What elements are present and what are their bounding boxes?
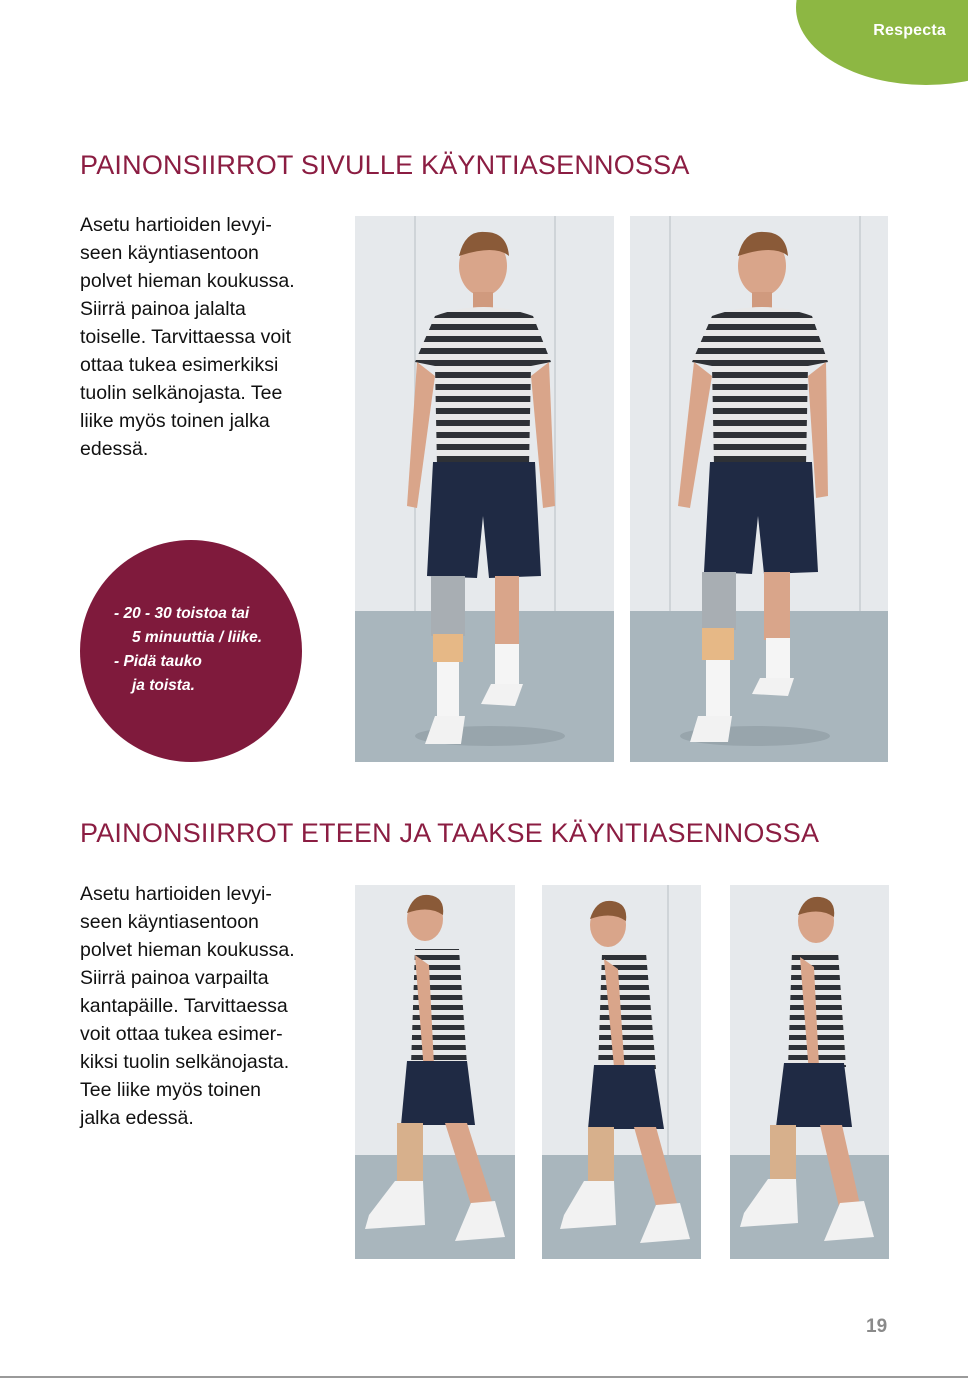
exercise-photo-front-2 — [630, 216, 888, 762]
section-forward-back-instructions — [80, 880, 330, 1132]
exercise-photo-side-3 — [730, 885, 889, 1259]
brand-corner-shape — [796, 0, 968, 85]
list-item: - Pidä tauko — [114, 653, 202, 670]
repetition-info-circle — [80, 540, 302, 762]
section-side-instructions — [80, 211, 330, 463]
text-line: ottaa tukea esimerkiksi — [80, 354, 279, 376]
repetition-list — [114, 602, 262, 698]
text-line: edessä. — [80, 438, 149, 460]
section-title-side: PAINONSIIRROT SIVULLE KÄYNTIASENNOSSA — [80, 150, 690, 180]
exercise-photo-front-1 — [355, 216, 614, 762]
text-line: seen käyntiasentoon — [80, 911, 259, 933]
text-line: seen käyntiasentoon — [80, 242, 259, 264]
text-line: toiselle. Tarvittaessa voit — [80, 326, 291, 348]
section-title-forward-back: PAINONSIIRROT ETEEN JA TAAKSE KÄYNTIASENNOSSA — [80, 818, 820, 848]
text-line: kantapäille. Tarvittaessa — [80, 995, 288, 1017]
brand-name: Respecta — [873, 22, 946, 39]
list-item: ja toista. — [132, 677, 195, 694]
bottom-divider — [0, 1376, 968, 1378]
page-number: 19 — [866, 1316, 888, 1337]
text-line: kiksi tuolin selkänojasta. — [80, 1051, 290, 1073]
text-line: liike myös toinen jalka — [80, 410, 270, 432]
text-line: jalka edessä. — [80, 1107, 194, 1129]
text-line: polvet hieman koukussa. — [80, 939, 295, 961]
text-line: voit ottaa tukea esimer- — [80, 1023, 283, 1045]
text-line: tuolin selkänojasta. Tee — [80, 382, 283, 404]
text-line: Tee liike myös toinen — [80, 1079, 262, 1101]
text-line: polvet hieman koukussa. — [80, 270, 295, 292]
text-line: Siirrä painoa jalalta — [80, 298, 246, 320]
list-item: - 20 - 30 toistoa tai — [114, 605, 250, 622]
text-line: Siirrä painoa varpailta — [80, 967, 269, 989]
list-item: 5 minuuttia / liike. — [132, 629, 263, 646]
text-line: Asetu hartioiden levyi- — [80, 214, 272, 236]
exercise-photo-side-2 — [542, 885, 701, 1259]
exercise-photo-side-1 — [355, 885, 515, 1259]
text-line: Asetu hartioiden levyi- — [80, 883, 272, 905]
